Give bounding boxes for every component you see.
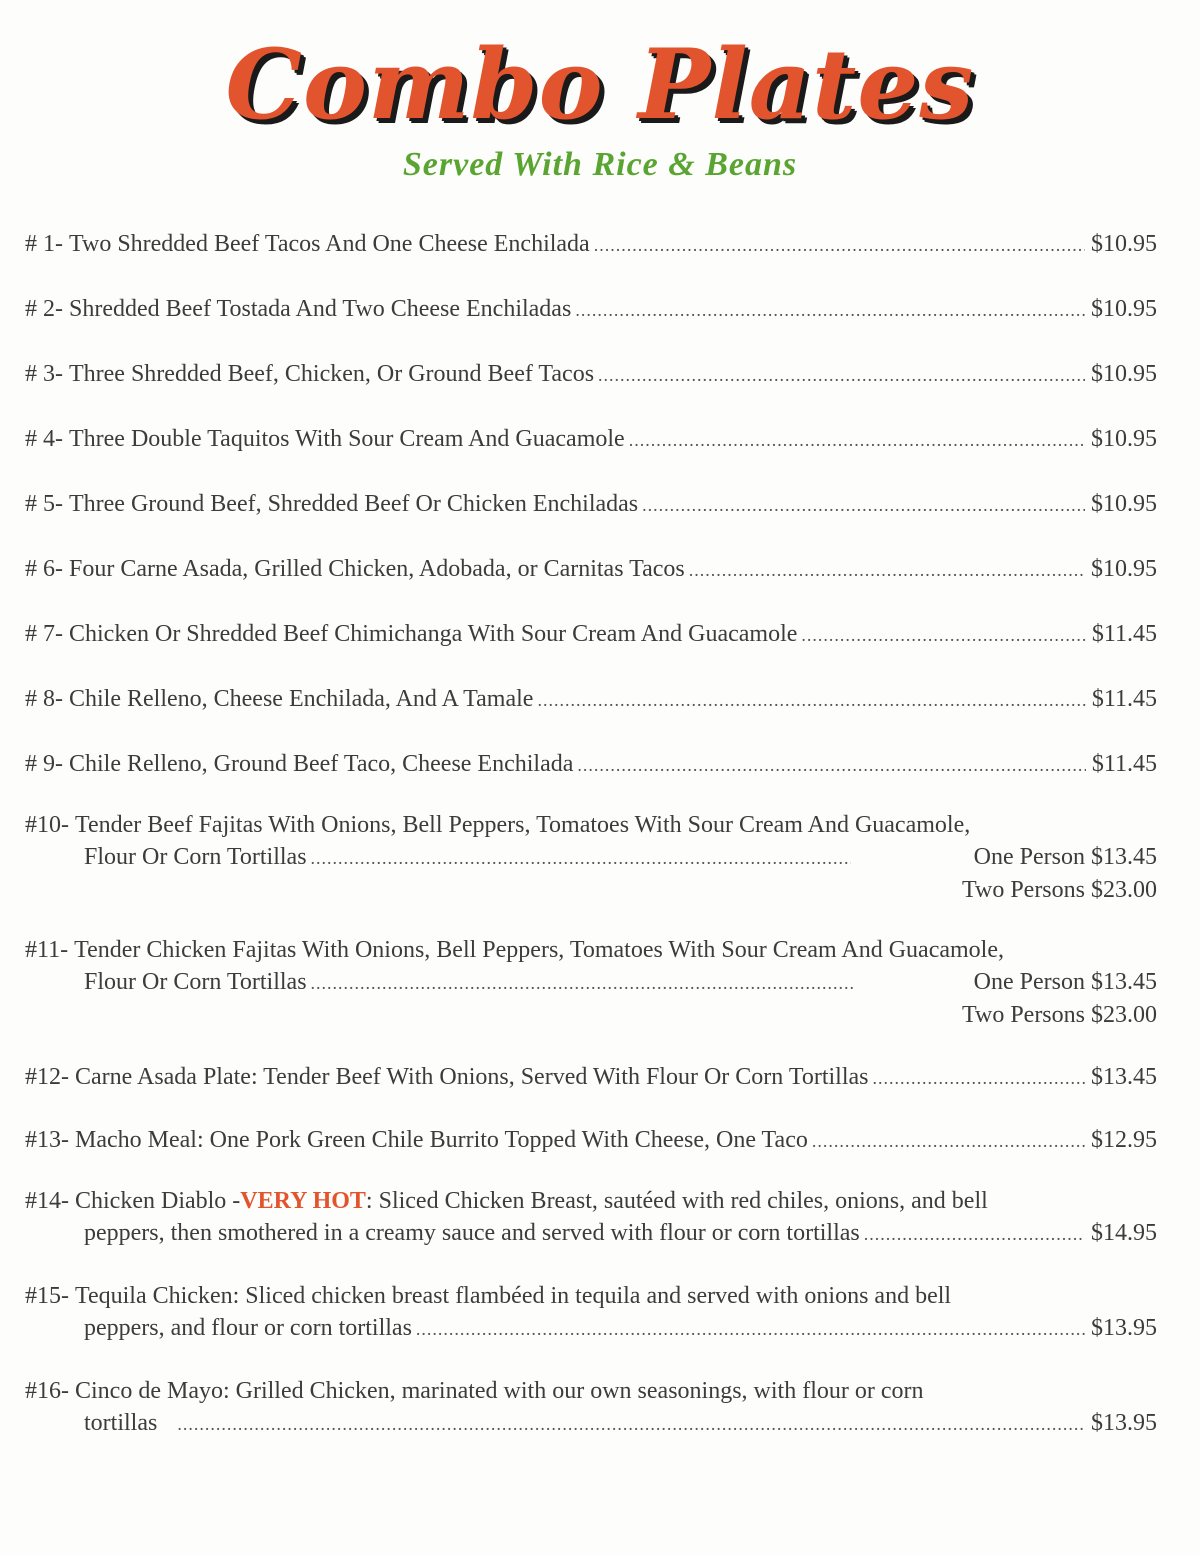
menu-item-6 — [25, 553, 1157, 586]
item-description: Shredded Beef Tostada And Two Cheese Enchiladas — [69, 296, 572, 322]
menu-item-16 — [25, 1375, 1157, 1440]
item-number: #14- — [25, 1188, 69, 1214]
page-subtitle: Served With Rice & Beans — [402, 146, 798, 183]
item-description: Three Double Taquitos With Sour Cream And Guacamole — [69, 426, 625, 452]
item-description-cont: Flour Or Corn Tortillas — [84, 969, 307, 995]
item-price-two-persons: Two Persons $23.00 — [962, 877, 1157, 903]
page-title: Combo Plates — [225, 28, 975, 141]
menu-item-5 — [25, 488, 1157, 521]
item-number: # 6- — [25, 556, 63, 582]
leader-dots — [629, 424, 1085, 456]
menu-item-11 — [25, 934, 1157, 1031]
item-number: # 2- — [25, 296, 63, 322]
item-number: # 7- — [25, 621, 63, 647]
item-price: $13.45 — [1091, 1064, 1157, 1090]
leader-dots — [801, 619, 1085, 651]
menu-header — [0, 30, 1200, 184]
menu-item-8 — [25, 683, 1157, 716]
item-price: $10.95 — [1091, 231, 1157, 257]
item-number: #10- — [25, 812, 69, 838]
item-description: Three Ground Beef, Shredded Beef Or Chicken Enchiladas — [69, 491, 639, 517]
item-description: Carne Asada Plate: Tender Beef With Onions, Served With Flour Or Corn Tortillas — [75, 1064, 869, 1090]
item-number: # 9- — [25, 751, 63, 777]
item-price: $10.95 — [1091, 296, 1157, 322]
menu-item-13 — [25, 1124, 1157, 1157]
menu-item-14 — [25, 1185, 1157, 1250]
item-description: Cinco de Mayo: Grilled Chicken, marinated with our own seasonings, with flour or corn — [75, 1378, 924, 1404]
leader-dots — [642, 489, 1085, 521]
item-number: # 3- — [25, 361, 63, 387]
item-description: Chile Relleno, Cheese Enchilada, And A Tamale — [69, 686, 534, 712]
item-description: Tender Chicken Fajitas With Onions, Bell Peppers, Tomatoes With Sour Cream And Guacamole, — [74, 937, 1005, 963]
item-price-one-person: One Person $13.45 — [973, 844, 1157, 870]
item-description: Three Shredded Beef, Chicken, Or Ground Beef Tacos — [69, 361, 595, 387]
item-description-cont: peppers, and flour or corn tortillas — [84, 1315, 412, 1341]
menu-item-9 — [25, 748, 1157, 781]
item-price-one-person: One Person $13.45 — [973, 969, 1157, 995]
menu-item-2 — [25, 293, 1157, 326]
menu-item-12 — [25, 1061, 1157, 1094]
item-price-two-persons: Two Persons $23.00 — [962, 1002, 1157, 1028]
leader-dots — [177, 1408, 1085, 1440]
item-price: $10.95 — [1091, 426, 1157, 452]
menu-item-10 — [25, 809, 1157, 906]
menu-list — [25, 228, 1157, 1440]
item-description: Tequila Chicken: Sliced chicken breast flambéed in tequila and served with onions and bell — [75, 1283, 952, 1309]
item-description-cont: Flour Or Corn Tortillas — [84, 844, 307, 870]
item-number: #16- — [25, 1378, 69, 1404]
item-number: # 5- — [25, 491, 63, 517]
item-description: : Sliced Chicken Breast, sautéed with red chiles, onions, and bell — [365, 1188, 988, 1214]
leader-dots — [864, 1218, 1085, 1250]
very-hot-badge: VERY HOT — [240, 1188, 366, 1214]
item-price: $12.95 — [1091, 1127, 1157, 1153]
item-number: #11- — [25, 937, 69, 963]
leader-dots — [872, 1062, 1085, 1094]
leader-dots — [416, 1313, 1085, 1345]
leader-dots — [594, 229, 1085, 261]
item-number: # 8- — [25, 686, 63, 712]
menu-item-15 — [25, 1280, 1157, 1345]
leader-dots — [311, 967, 856, 999]
item-number: # 1- — [25, 231, 63, 257]
item-number: #13- — [25, 1127, 69, 1153]
item-price: $11.45 — [1091, 686, 1157, 712]
item-description: Four Carne Asada, Grilled Chicken, Adobada, or Carnitas Tacos — [69, 556, 685, 582]
item-number: # 4- — [25, 426, 63, 452]
leader-dots — [812, 1125, 1085, 1157]
item-price: $13.95 — [1091, 1315, 1157, 1341]
item-price: $10.95 — [1091, 491, 1157, 517]
leader-dots — [598, 359, 1085, 391]
leader-dots — [537, 684, 1085, 716]
item-price: $14.95 — [1091, 1220, 1157, 1246]
menu-item-3 — [25, 358, 1157, 391]
item-price: $10.95 — [1091, 556, 1157, 582]
menu-item-1 — [25, 228, 1157, 261]
item-price: $13.95 — [1091, 1410, 1157, 1436]
menu-item-7 — [25, 618, 1157, 651]
item-description: Two Shredded Beef Tacos And One Cheese Enchilada — [69, 231, 590, 257]
item-description: Tender Beef Fajitas With Onions, Bell Peppers, Tomatoes With Sour Cream And Guacamole, — [75, 812, 971, 838]
item-description: Macho Meal: One Pork Green Chile Burrito Topped With Cheese, One Taco — [75, 1127, 808, 1153]
leader-dots — [689, 554, 1085, 586]
item-description-cont: peppers, then smothered in a creamy sauce and served with flour or corn tortillas — [84, 1220, 860, 1246]
menu-item-4 — [25, 423, 1157, 456]
item-description-cont: tortillas — [84, 1410, 158, 1436]
item-number: #15- — [25, 1283, 69, 1309]
item-name: Chicken Diablo - — [75, 1188, 241, 1214]
item-price: $11.45 — [1091, 751, 1157, 777]
leader-dots — [577, 749, 1086, 781]
leader-dots — [311, 842, 851, 874]
item-description: Chicken Or Shredded Beef Chimichanga With Sour Cream And Guacamole — [69, 621, 798, 647]
item-price: $11.45 — [1091, 621, 1157, 647]
item-number: #12- — [25, 1064, 69, 1090]
leader-dots — [575, 294, 1085, 326]
item-price: $10.95 — [1091, 361, 1157, 387]
item-description: Chile Relleno, Ground Beef Taco, Cheese Enchilada — [69, 751, 574, 777]
